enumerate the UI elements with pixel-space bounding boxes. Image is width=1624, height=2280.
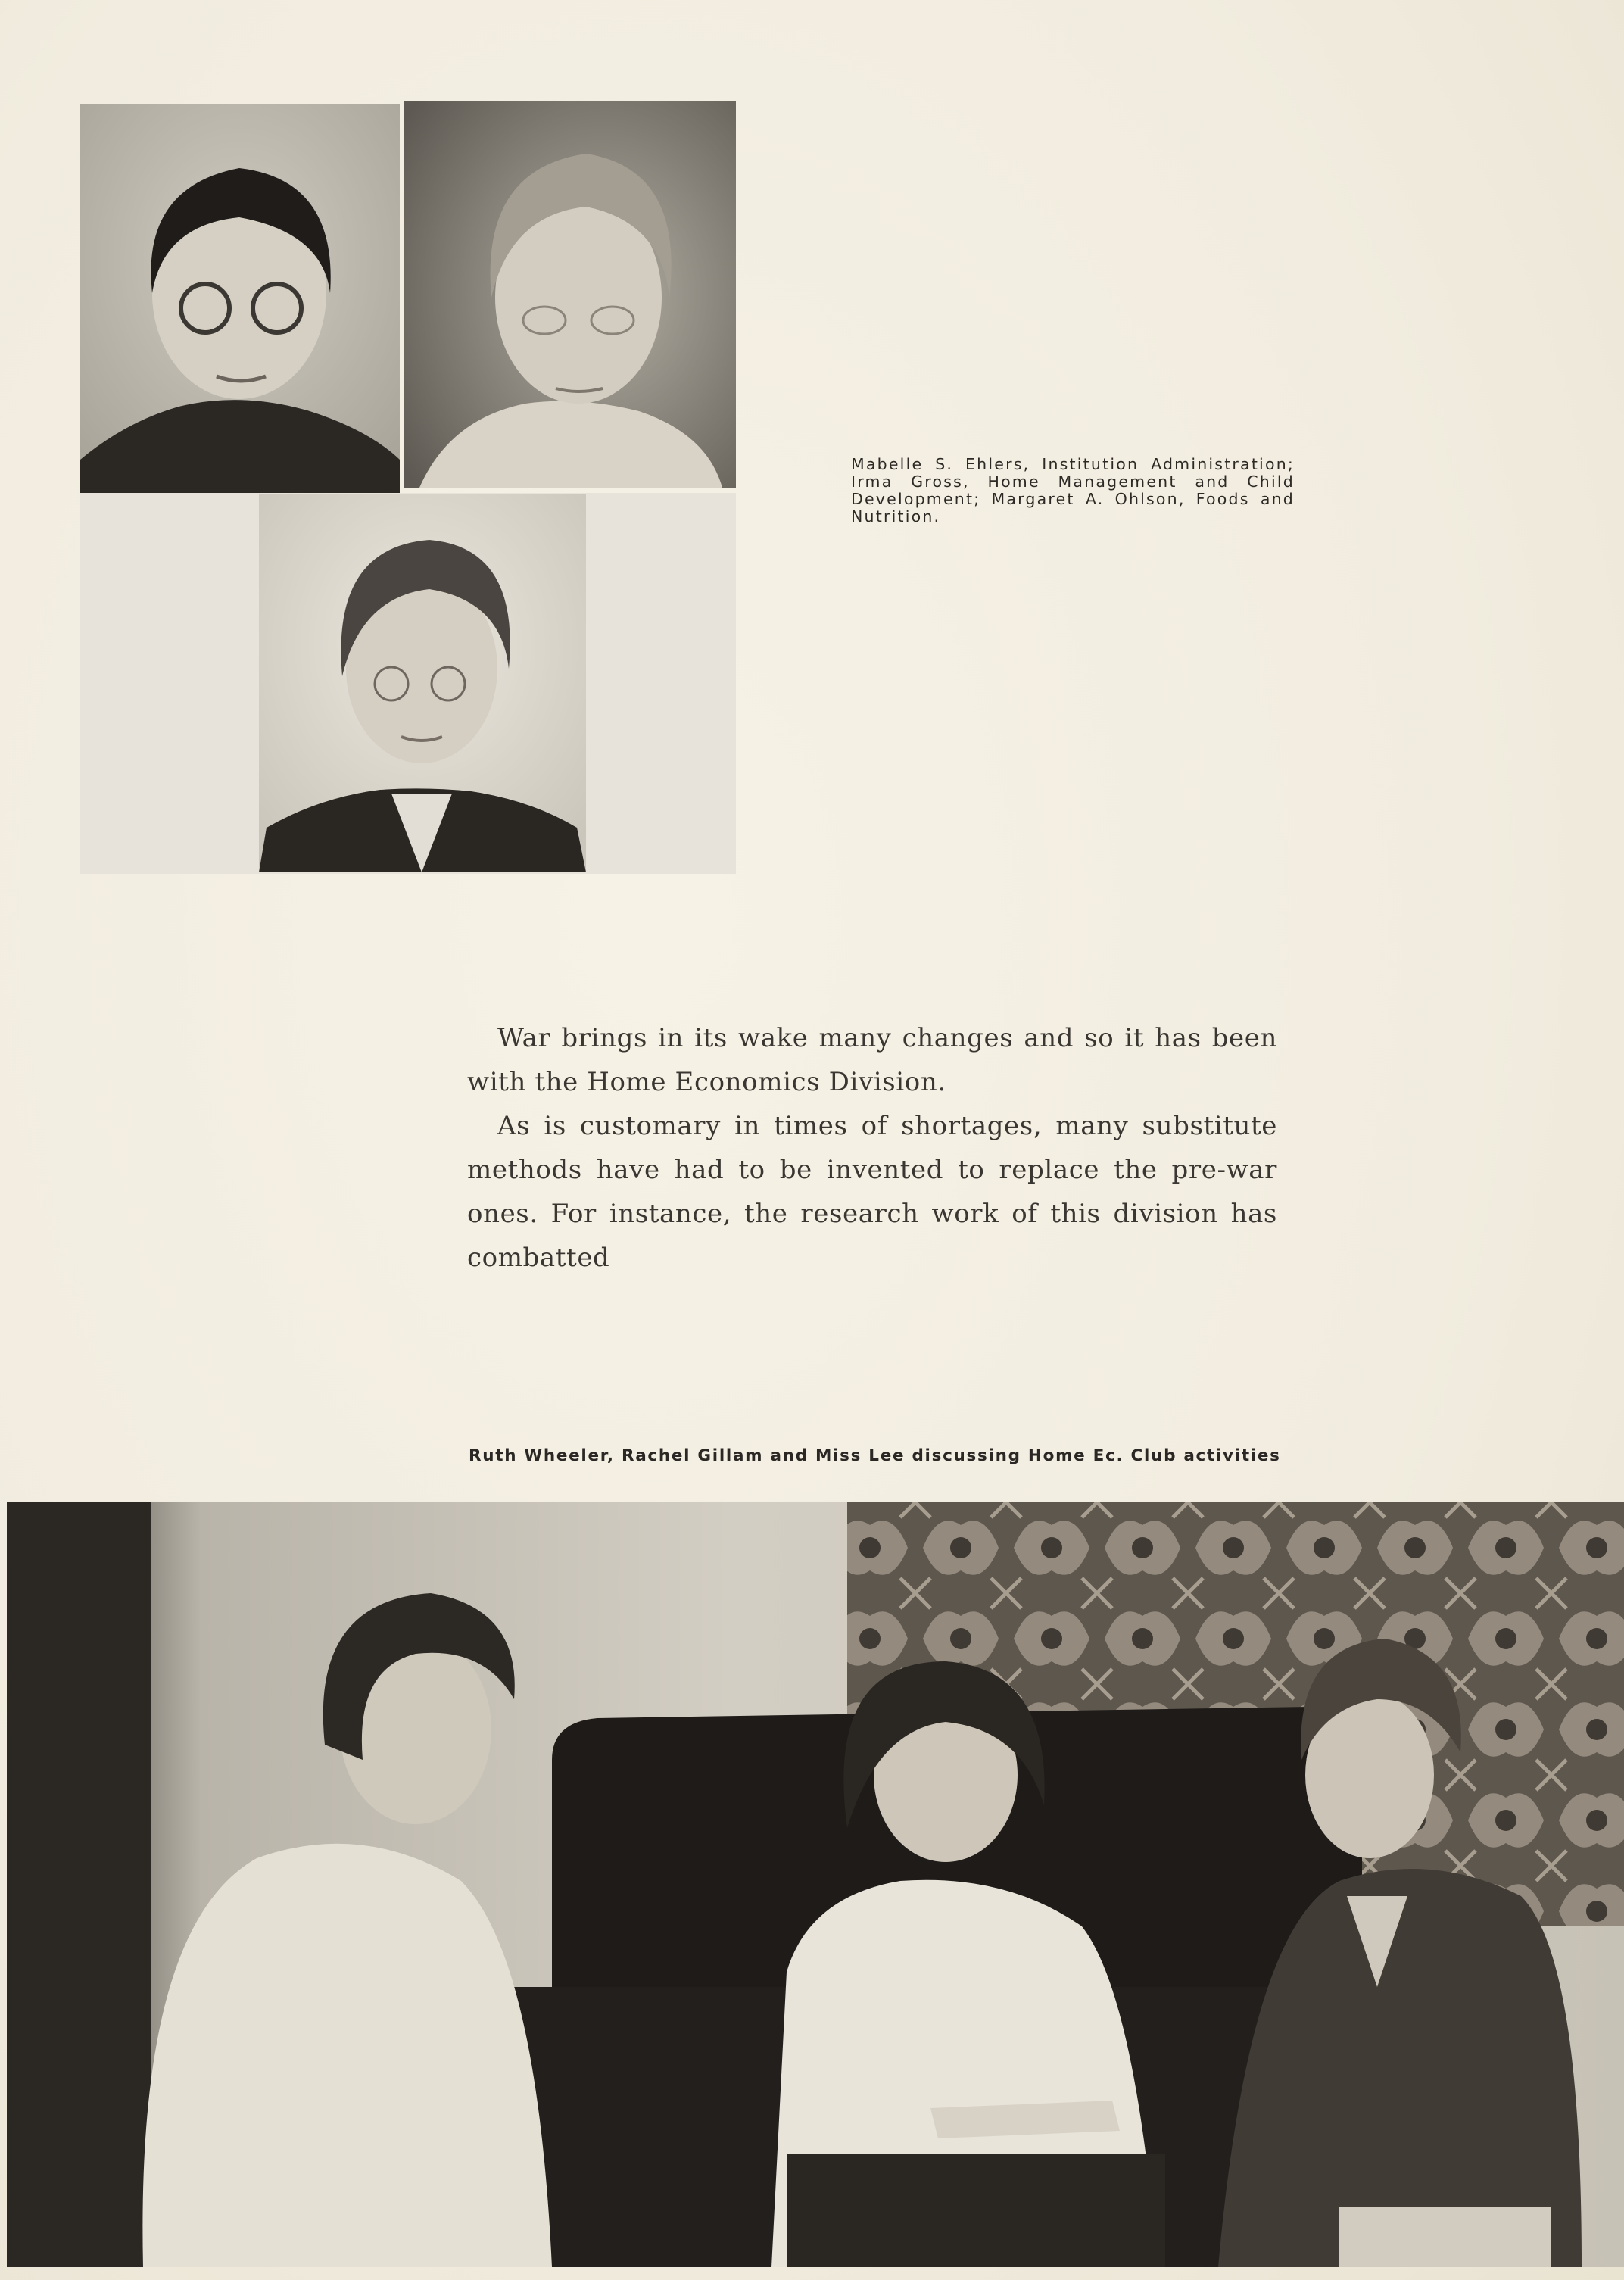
group-photo-caption: Ruth Wheeler, Rachel Gillam and Miss Lee discussing Home Ec. Club activities [469,1446,1281,1465]
portrait-photo-ehlers [80,104,400,493]
portrait-photo-gross [404,101,736,488]
article-paragraph: As is customary in times of shortages, many substitute methods have had to be invented to replace the pre-war ones. For instance, the research work of this division has combatted [467,1111,1277,1273]
group-photo [7,1502,1624,2267]
portrait-photo-ohlson [259,494,586,872]
article-paragraph: War brings in its wake many changes and so it has been with the Home Economics Division. [467,1023,1277,1097]
portrait-caption: Mabelle S. Ehlers, Institution Administration; Irma Gross, Home Management and Child Development; Margaret A. Ohlson, Foods and Nutrition. [851,455,1295,526]
article-text [467,1016,1277,1280]
